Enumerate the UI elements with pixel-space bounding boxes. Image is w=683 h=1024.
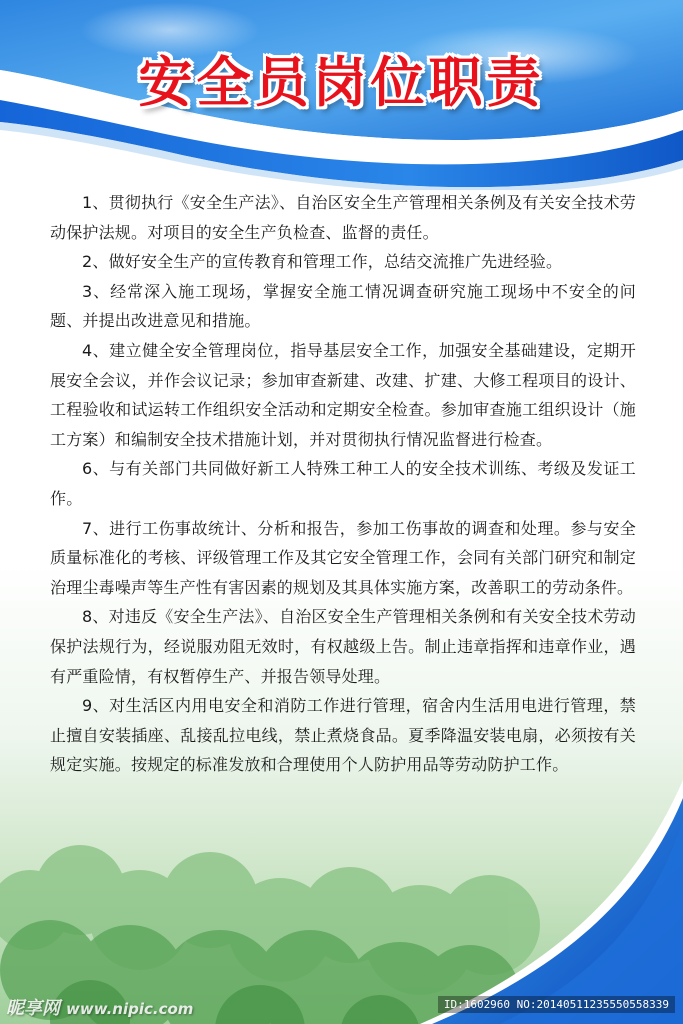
duty-item: 9、对生活区内用电安全和消防工作进行管理，宿舍内生活用电进行管理，禁止擅自安装插座、乱接乱拉电线，禁止煮烧食品。夏季降温安装电扇，必须按有关规定实施。按规定的标准发放和合理使用个人防护用品等劳动防护工作。 <box>50 696 636 775</box>
duties-list <box>50 188 636 780</box>
duty-item: 4、建立健全安全管理岗位，指导基层安全工作，加强安全基础建设，定期开展安全会议，并作会议记录；参加审查新建、改建、扩建、大修工程项目的设计、工程验收和试运转工作组织安全活动和定期安全检查。参加审查施工组织设计（施工方案）和编制安全技术措施计划，并对贯彻执行情况监督进行检查。 <box>50 340 636 449</box>
bottom-wave-decor <box>0 780 683 1024</box>
duty-item: 7、进行工伤事故统计、分析和报告，参加工伤事故的调查和处理。参与安全质量标准化的考核、评级管理工作及其它安全管理工作，会同有关部门研究和制定治理尘毒噪声等生产性有害因素的规划及其具体实施方案，改善职工的劳动条件。 <box>50 518 636 597</box>
watermark-logo <box>6 994 193 1020</box>
duty-item: 3、经常深入施工现场，掌握安全施工情况调查研究施工现场中不安全的问题、并提出改进意见和措施。 <box>50 281 636 331</box>
duty-item: 8、对违反《安全生产法》、自治区安全生产管理相关条例和有关安全技术劳动保护法规行为，经说服劝阻无效时，有权越级上告。制止违章指挥和违章作业，遇有严重险情，有权暂停生产、并报告领导处理。 <box>50 607 636 686</box>
duty-item: 6、与有关部门共同做好新工人特殊工种工人的安全技术训练、考级及发证工作。 <box>50 459 636 508</box>
duty-item: 2、做好安全生产的宣传教育和管理工作，总结交流推广先进经验。 <box>82 252 563 272</box>
poster-title: 安全员岗位职责 <box>138 51 545 114</box>
watermark-logo-text: 昵享网 <box>6 998 60 1019</box>
watermark-id: ID:1602960 NO:20140511235550558339 <box>438 996 675 1013</box>
duty-item: 1、贯彻执行《安全生产法》、自治区安全生产管理相关条例及有关安全技术劳动保护法规。对项目的安全生产负检查、监督的责任。 <box>50 193 636 242</box>
watermark-url: www.nipic.com <box>66 1000 194 1018</box>
